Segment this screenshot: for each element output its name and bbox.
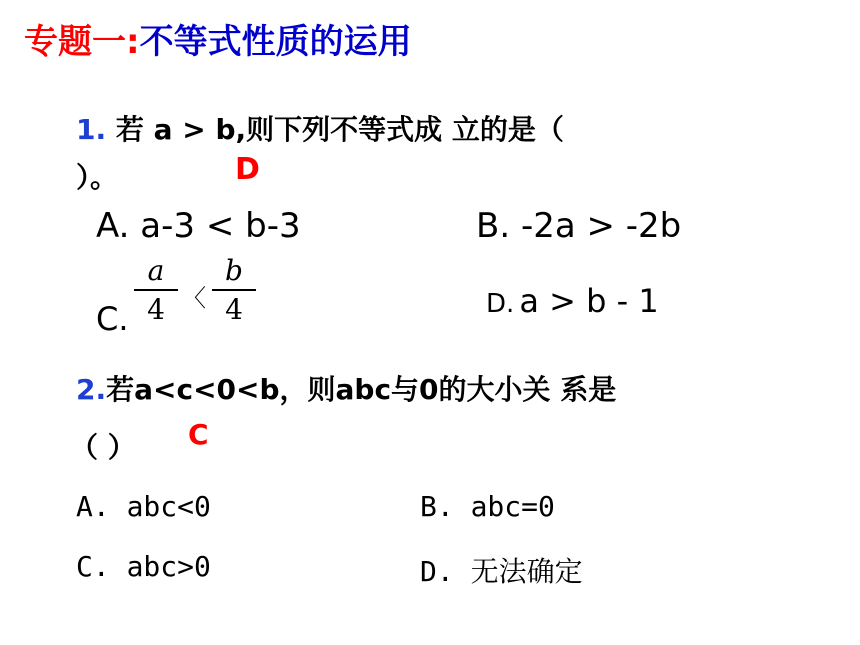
q2-stem-line1 xyxy=(76,368,616,408)
title-colon: : xyxy=(126,22,140,62)
title-topic: 不等式性质的运用 xyxy=(139,22,412,62)
q1-option-d-text: a > b - 1 xyxy=(519,282,659,320)
q2-option-c: C. abc>0 xyxy=(76,550,211,583)
q1-option-b: B. -2a > -2b xyxy=(476,206,682,246)
q1-stem-line2: ）。 xyxy=(76,161,119,194)
q2-answer: C xyxy=(188,418,209,451)
q1-number: 1. xyxy=(76,113,107,146)
q1-stem-line1 xyxy=(76,108,564,148)
frac-b-denominator: 4 xyxy=(225,293,243,326)
q1-option-c-symbol: 〈 xyxy=(182,284,206,312)
q1-option-a: A. a-3 < b-3 xyxy=(96,206,301,246)
q2-stem-line2: （ ） xyxy=(70,431,136,464)
q1-option-d-label: D. xyxy=(486,289,515,319)
q1-stem-text: 若 a > b,则下列不等式成 立的是（ xyxy=(115,113,564,146)
frac-a-numerator: a xyxy=(147,254,165,287)
q2-number: 2. xyxy=(76,373,107,406)
frac-b-numerator: b xyxy=(225,254,243,287)
frac-a-denominator: 4 xyxy=(147,293,165,326)
q2-option-b: B. abc=0 xyxy=(420,490,555,523)
frac-a-bar xyxy=(134,289,178,291)
frac-b-bar xyxy=(212,289,256,291)
slide-title xyxy=(24,14,412,63)
q1-option-c-label: C. xyxy=(96,300,129,338)
q1-option-d xyxy=(486,282,659,320)
q1-option-c-fraction-b xyxy=(212,254,256,326)
q1-option-c-fraction-a xyxy=(134,254,178,326)
q2-option-a: A. abc<0 xyxy=(76,490,211,523)
title-prefix: 专题一 xyxy=(24,22,126,62)
q1-answer: D xyxy=(235,152,260,187)
q2-stem-text: 若a<c<0<b，则abc与0的大小关 系是 xyxy=(106,373,617,406)
q2-option-d: D. 无法确定 xyxy=(420,555,583,588)
